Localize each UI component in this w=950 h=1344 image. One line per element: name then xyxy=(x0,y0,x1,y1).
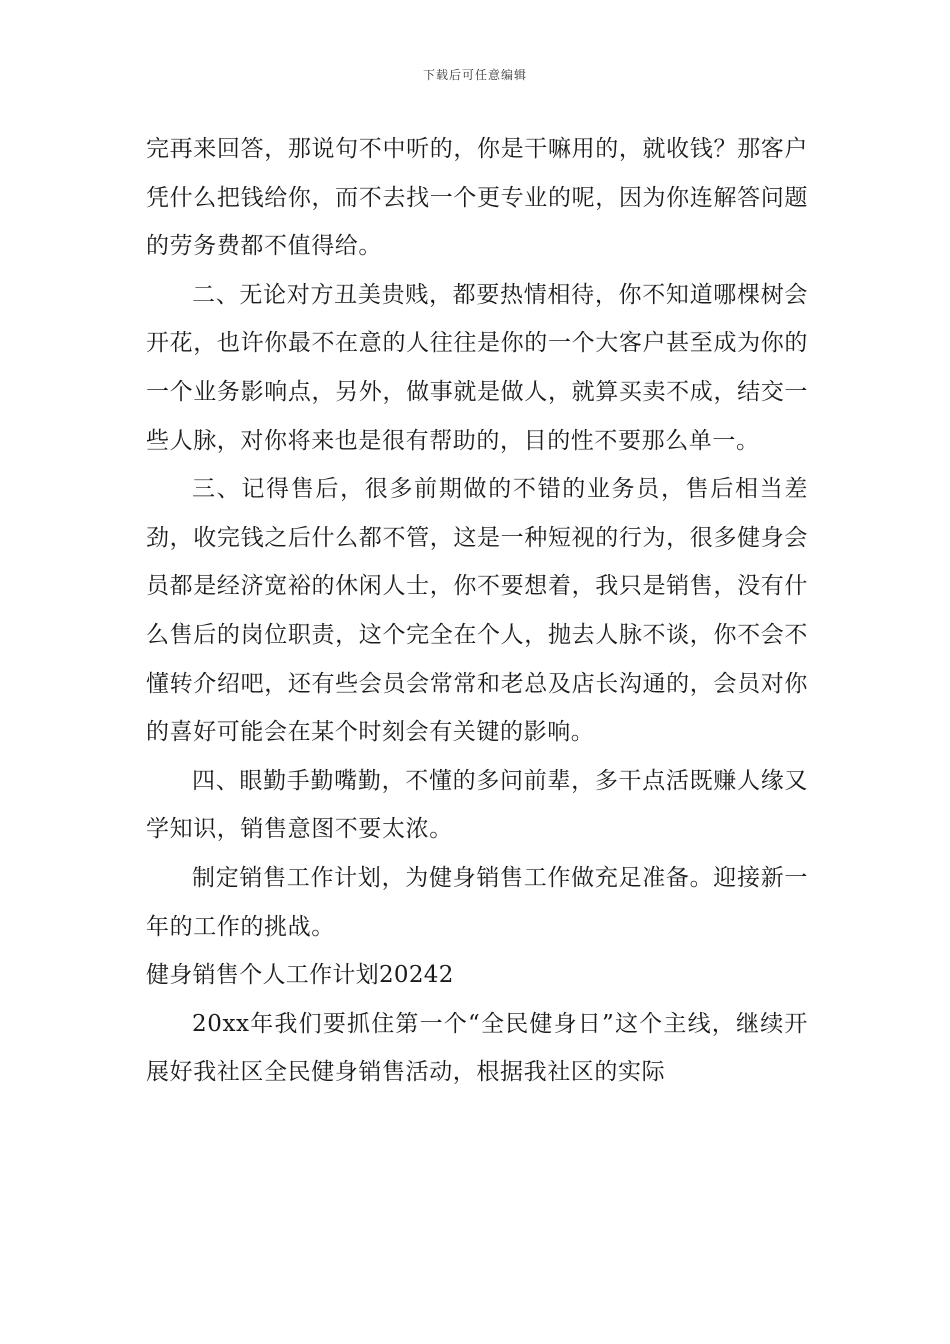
paragraph-summary: 制定销售工作计划，为健身销售工作做充足准备。迎接新一年的工作的挑战。 xyxy=(146,864,808,940)
paragraph-point-two: 二、无论对方丑美贵贱，都要热情相待，你不知道哪棵树会开花，也许你最不在意的人往往是你的一个大客户甚至成为你的一个业务影响点，另外，做事就是做人，就算买卖不成，结交一些人脉，对你将来也是很有帮助的，目的性不要那么单一。 xyxy=(146,281,808,454)
paragraph-point-four: 四、眼勤手勤嘴勤，不懂的多问前辈，多干点活既赚人缘又学知识，销售意图不要太浓。 xyxy=(146,767,808,843)
document-body xyxy=(146,125,808,1097)
paragraph-plan-intro: 20xx年我们要抓住第一个“全民健身日”这个主线，继续开展好我社区全民健身销售活动，根据我社区的实际 xyxy=(146,1010,808,1086)
paragraph-continuation: 完再来回答，那说句不中听的，你是干嘛用的，就收钱？那客户凭什么把钱给你，而不去找一个更专业的呢，因为你连解答问题的劳务费都不值得给。 xyxy=(146,136,808,260)
page-header: 下载后可任意编辑 xyxy=(422,68,527,82)
section-heading: 健身销售个人工作计划20242 xyxy=(146,962,454,989)
paragraph-point-three: 三、记得售后，很多前期做的不错的业务员，售后相当差劲，收完钱之后什么都不管，这是一种短视的行为，很多健身会员都是经济宽裕的休闲人士，你不要想着，我只是销售，没有什么售后的岗位职责，这个完全在个人，抛去人脉不谈，你不会不懂转介绍吧，还有些会员会常常和老总及店长沟通的，会员对你的喜好可能会在某个时刻会有关键的影响。 xyxy=(146,476,808,746)
